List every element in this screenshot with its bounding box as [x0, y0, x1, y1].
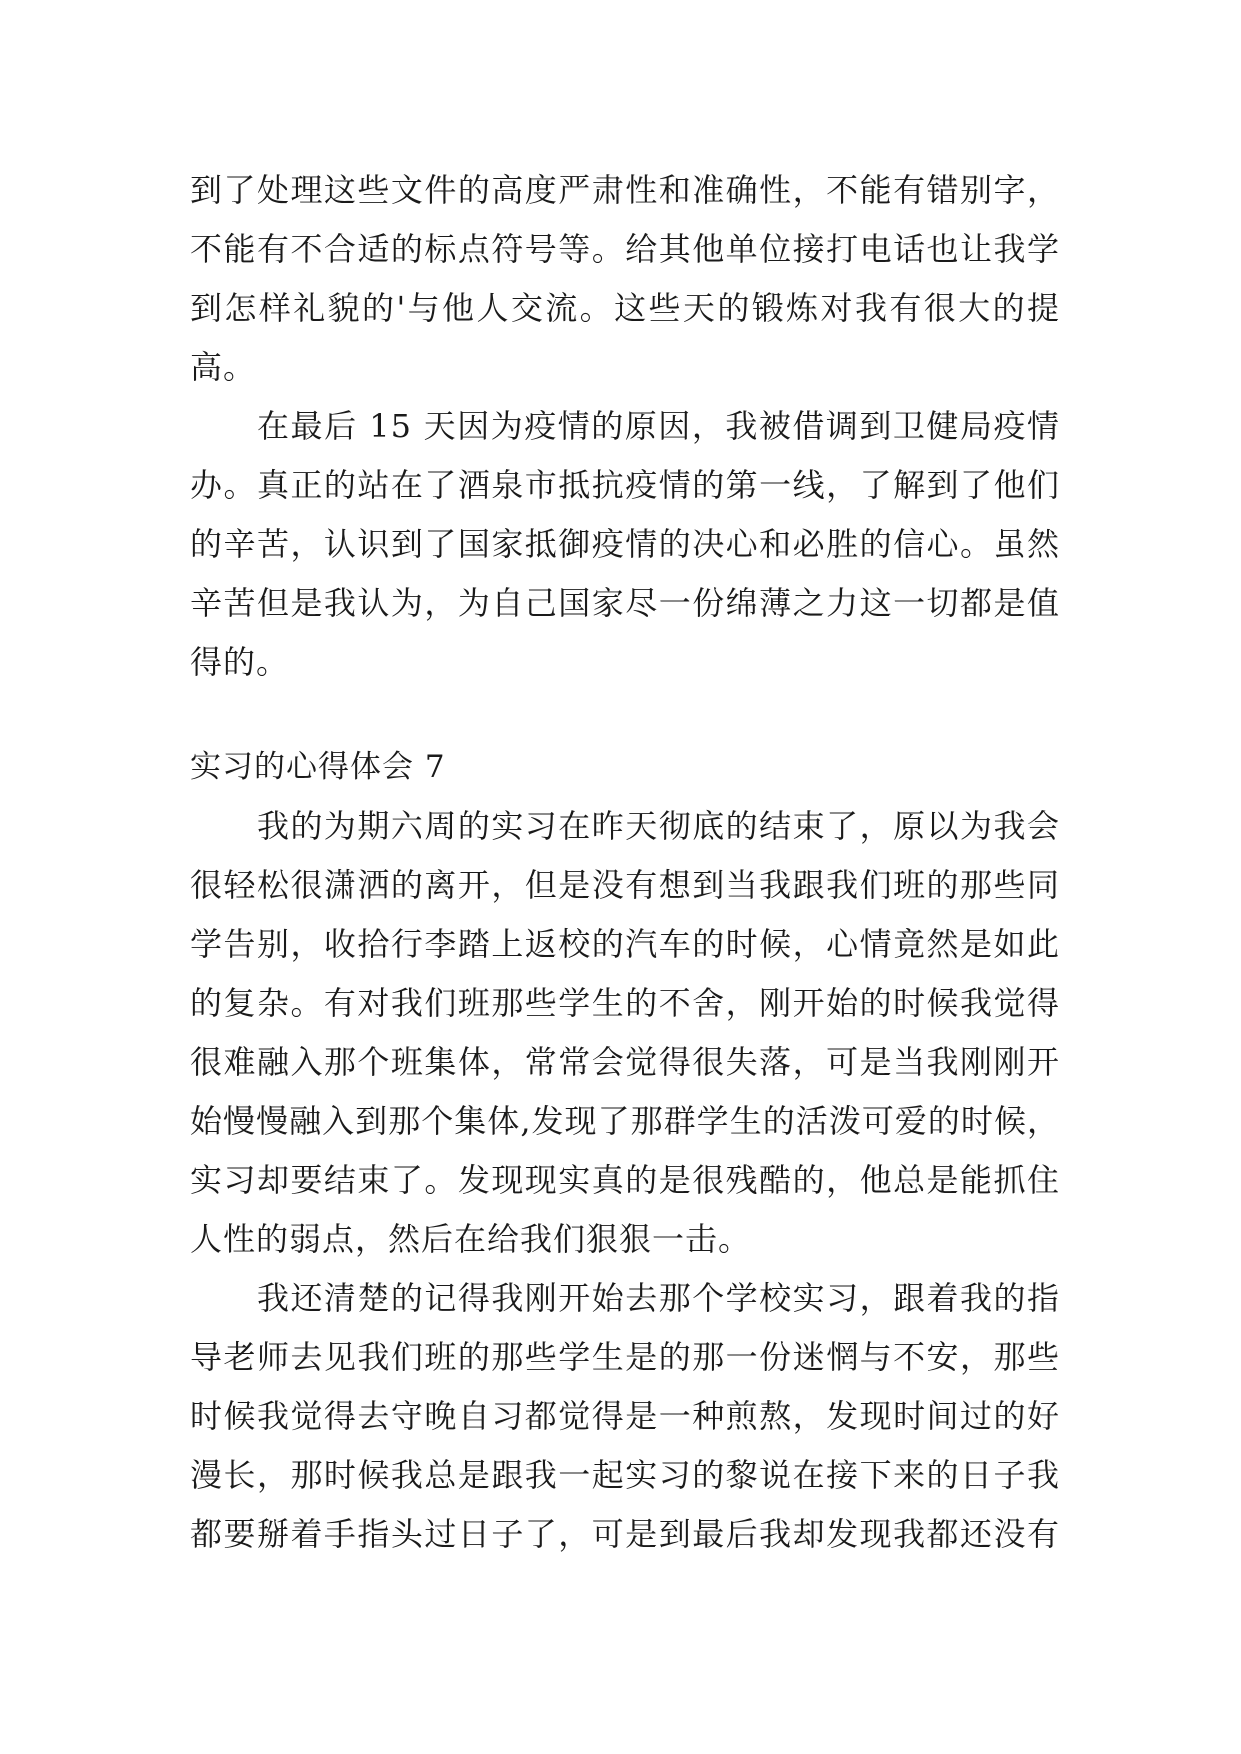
text-line: 办。真正的站在了酒泉市抵抗疫情的第一线，了解到了他们	[190, 466, 1060, 504]
text-line: 到了处理这些文件的高度严肃性和准确性，不能有错别字，	[190, 171, 1060, 209]
text-line: 学告别，收拾行李踏上返校的汽车的时候，心情竟然是如此	[190, 925, 1060, 963]
text-line: 的复杂。有对我们班那些学生的不舍，刚开始的时候我觉得	[190, 984, 1060, 1022]
text-line: 不能有不合适的标点符号等。给其他单位接打电话也让我学	[190, 230, 1060, 268]
section-heading: 实习的心得体会 7	[190, 749, 446, 785]
text-line: 我还清楚的记得我刚开始去那个学校实习，跟着我的指	[190, 1279, 1060, 1317]
text-line: 得的。	[190, 643, 290, 681]
text-line: 的辛苦，认识到了国家抵御疫情的决心和必胜的信心。虽然	[190, 525, 1060, 563]
text-line: 都要掰着手指头过日子了，可是到最后我却发现我都还没有	[190, 1515, 1060, 1553]
text-line: 很难融入那个班集体，常常会觉得很失落，可是当我刚刚开	[190, 1043, 1060, 1081]
text-line: 始慢慢融入到那个集体,发现了那群学生的活泼可爱的时候，	[190, 1102, 1060, 1140]
text-line: 到怎样礼貌的'与他人交流。这些天的锻炼对我有很大的提	[190, 289, 1060, 327]
text-line: 漫长，那时候我总是跟我一起实习的黎说在接下来的日子我	[190, 1456, 1060, 1494]
text-line: 我的为期六周的实习在昨天彻底的结束了，原以为我会	[190, 807, 1060, 845]
text-line: 在最后 15 天因为疫情的原因，我被借调到卫健局疫情	[190, 407, 1060, 445]
text-line: 辛苦但是我认为，为自己国家尽一份绵薄之力这一切都是值	[190, 584, 1060, 622]
text-line: 人性的弱点，然后在给我们狠狠一击。	[190, 1220, 752, 1258]
text-line: 时候我觉得去守晚自习都觉得是一种煎熬，发现时间过的好	[190, 1397, 1060, 1435]
text-line: 高。	[190, 348, 257, 386]
text-line: 导老师去见我们班的那些学生是的那一份迷惘与不安，那些	[190, 1338, 1060, 1376]
text-line: 实习却要结束了。发现现实真的是很残酷的，他总是能抓住	[190, 1161, 1060, 1199]
text-line: 很轻松很潇洒的离开，但是没有想到当我跟我们班的那些同	[190, 866, 1060, 904]
